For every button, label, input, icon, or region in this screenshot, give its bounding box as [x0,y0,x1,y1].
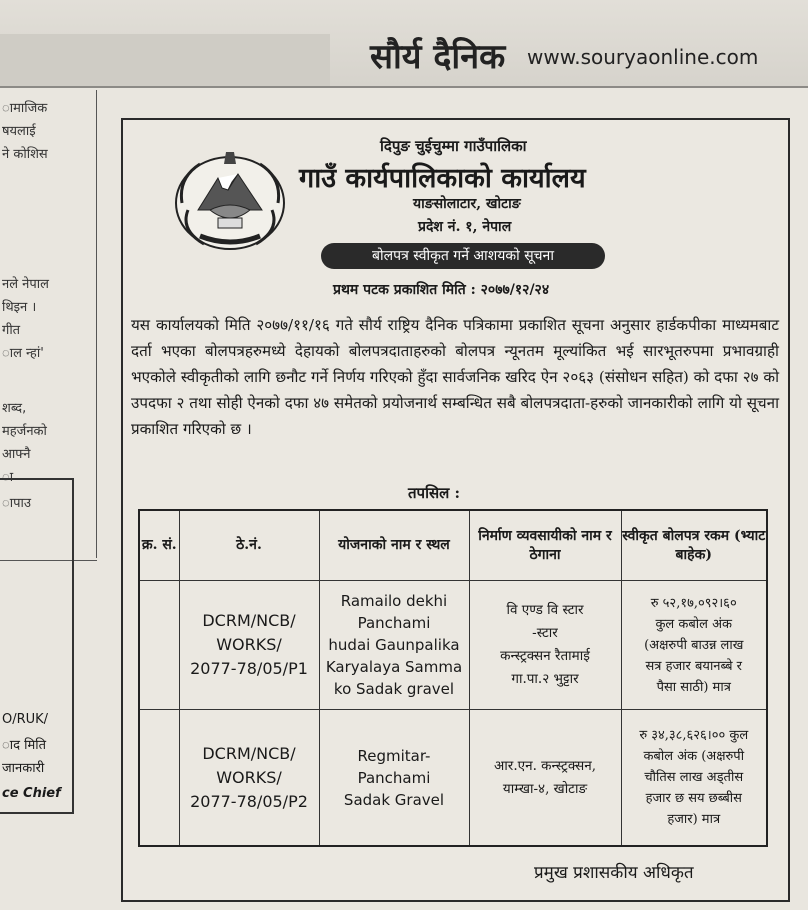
cell-line: Regmitar- [357,746,431,765]
cell-line: रु ३४,३८,६२६।०० कुल [639,728,749,743]
newspaper-title: सौर्य दैनिक [370,37,506,77]
cell-line: चौतिस लाख अड्तीस [644,770,744,785]
cell-line: WORKS/ [216,767,282,787]
left-line: ाल न्हां' [2,346,44,361]
cell-line: सत्र हजार बयानब्बे र [645,658,742,674]
left-line: ामाजिक [2,101,48,116]
cell-line: कबोल अंक (अक्षरुपी [643,749,745,764]
table-row [139,710,767,847]
cell-line: hudai Gaunpalika [328,636,460,654]
cell-line: वि एण्ड वि स्टार [506,602,584,618]
newspaper-masthead [0,0,808,88]
left-line: शब्द, [2,401,27,416]
left-line: ने कोशिस [2,147,48,162]
header-contractor: निर्माण व्यवसायीको नाम र ठेगाना [469,510,621,581]
table-header-row [139,510,767,581]
header-amount: स्वीकृत बोलपत्र रकम (भ्याट बाहेक) [621,510,767,581]
cell-line: WORKS/ [216,635,282,654]
left-box-footer: ce Chief [2,786,61,801]
cell-line: हजार छ सय छब्बीस [645,791,742,806]
cell-amount [621,710,767,847]
table-row [139,581,767,710]
left-line: महर्जनको [2,424,47,439]
cell-line: Karyalaya Samma [325,658,463,676]
cell-contractor [469,581,621,710]
left-line: ा [2,470,14,485]
header-contract-no: ठे.नं. [179,510,319,581]
office-province: प्रदेश नं. १, नेपाल [418,219,512,235]
left-line: थिइन । [2,300,37,315]
cell-line: 2077-78/05/P1 [190,659,308,678]
cell-project [319,581,469,710]
left-adjacent-notice-box [0,478,74,814]
cell-line: -स्टार [532,625,558,641]
table-caption: तपसिल : [408,484,461,502]
cell-amount [621,581,767,710]
cell-line: आर.एन. कन्स्ट्रक्सन, [494,757,596,774]
newspaper-url: www.souryaonline.com [527,45,759,69]
cell-line: पैसा साठी) मात्र [656,679,731,695]
awarded-bids-table [138,509,768,847]
cell-line: Ramailo dekhi [340,592,448,610]
cell-line: याम्खा-४, खोटाङ [502,780,588,797]
header-project: योजनाको नाम र स्थल [319,510,469,581]
cell-project [319,710,469,847]
cell-line: (अक्षरुपी बाउन्न लाख [644,637,744,653]
left-line: आफ्नै [2,447,31,462]
cell-line: हजार) मात्र [667,812,721,827]
cell-line: DCRM/NCB/ [202,743,296,763]
office-address: याङसोलाटार, खोटाङ [413,196,521,212]
notice-body-text: यस कार्यालयको मिति २०७७/११/१६ गते सौर्य राष्ट्रिय दैनिक पत्रिकामा प्रकाशित सूचना अनुसार हार्डकपीका माध्यमबाट दर्ता भएका बोलपत्रहरुमध्ये देहायको बोलपत्रदाताहरुको बोलपत्र न्यूनतम मूल्यांकित भई सारभूतरुपमा प्रभावग्राही भएकोले स्वीकृतीको लागि छनौट गर्ने निर्णय गरिएको हुँदा सार्वजनिक खरिद ऐन २०६३ (संसोधन सहित) को दफा २७ को उपदफा २ तथा सोही ऐनको दफा ४७ समेतको प्रयोजनार्थ सम्बन्धित सबै बोलपत्रदाता-हरुको जानकारीको लागि यो सूचना प्रकाशित गरिएको छ । [131,316,779,438]
left-line: नले नेपाल [2,277,49,292]
notice-subject-badge: बोलपत्र स्वीकृत गर्ने आशयको सूचना [321,243,605,269]
header-serial: क्र. सं. [139,510,179,581]
left-box-line: ाद मिति [2,738,47,753]
cell-line: Sadak Gravel [343,790,445,809]
left-line: षयलाई [2,124,36,139]
cell-serial [139,710,179,847]
left-box-line: O/RUK/ [2,712,49,727]
masthead-left-shade [0,34,330,86]
cell-line: गा.पा.२ भुट्टार [511,671,579,687]
cell-line: 2077-78/05/P2 [190,791,308,811]
left-line: ापाउ [2,496,31,511]
cell-contractor [469,710,621,847]
cell-line: DCRM/NCB/ [202,611,296,630]
signatory-title: प्रमुख प्रशासकीय अधिकृत [534,863,694,883]
cell-line: रु ५२,१७,०९२।६० [650,595,737,611]
first-published-date: प्रथम पटक प्रकाशित मिति : २०७७/१२/२४ [333,282,550,298]
cell-line: कन्स्ट्रक्सन रैतामाई [500,648,590,664]
cell-contract-no [179,710,319,847]
cell-line: Panchami [357,768,431,787]
office-title: गाउँ कार्यपालिकाको कार्यालय [299,163,586,194]
left-box-line: जानकारी [2,761,45,776]
municipality-name: दिपुङ चुईचुम्मा गाउँपालिका [380,137,527,155]
nepal-emblem-icon [170,148,290,254]
cell-serial [139,581,179,710]
cell-line: कुल कबोल अंक [655,616,733,632]
column-divider [96,90,97,558]
cell-contract-no [179,581,319,710]
left-line: गीत [2,323,21,338]
cell-line: ko Sadak gravel [333,680,455,698]
cell-line: Panchami [357,614,431,632]
